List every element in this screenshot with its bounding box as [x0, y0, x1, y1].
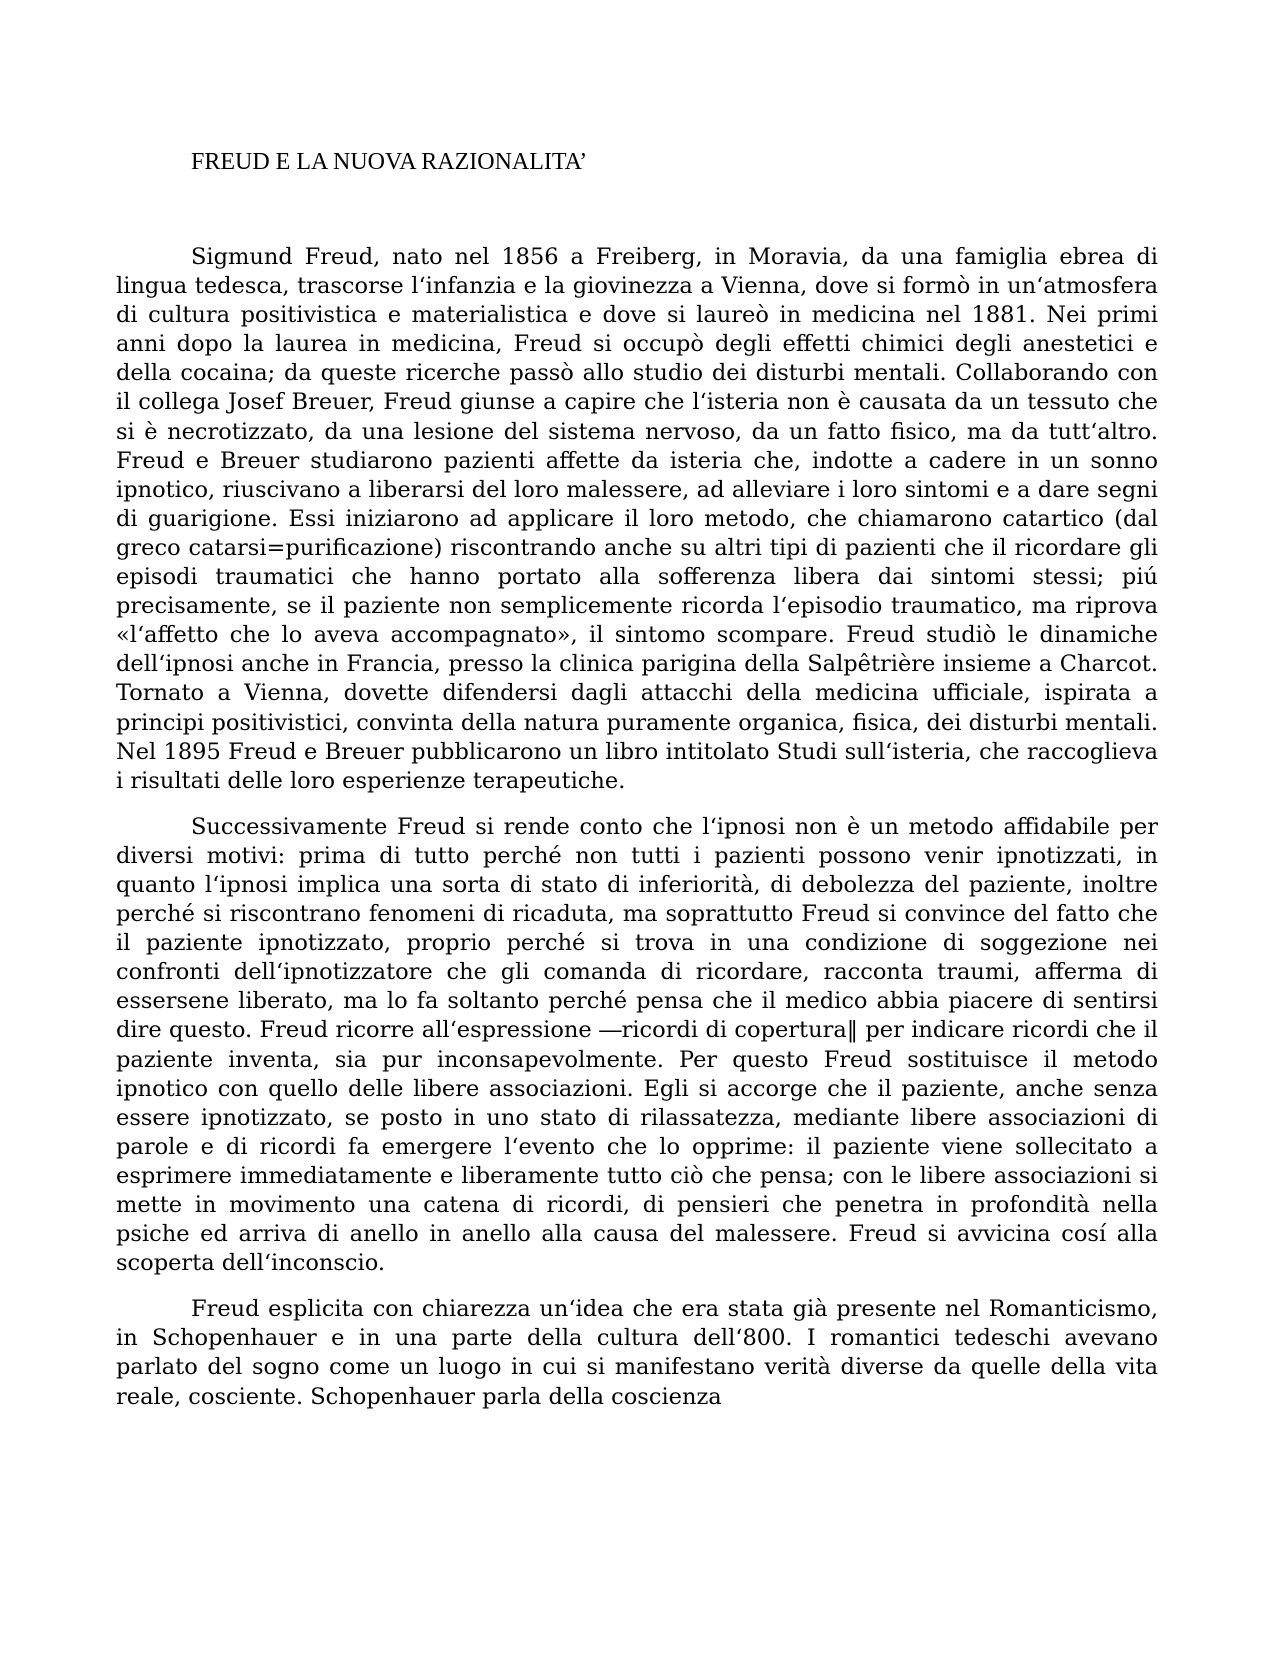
paragraph: Sigmund Freud, nato nel 1856 a Freiberg, in Moravia, da una famiglia ebrea di lingua tedesca, trascorse l‘infanzia e la giovinezza a Vienna, dove si formò in un‘atmosfera di cultura positivistica e materialistica e dove si laureò in medicina nel 1881. Nei primi anni dopo la laurea in medicina, Freud si occupò degli effetti chimici degli anestetici e della cocaina; da queste ricerche passò allo studio dei disturbi mentali. Collaborando con il collega Josef Breuer, Freud giunse a capire che l‘isteria non è causata da un tessuto che si è necrotizzato, da una lesione del sistema nervoso, da un fatto fisico, ma da tutt‘altro. Freud e Breuer studiarono pazienti affette da isteria che, indotte a cadere in un sonno ipnotico, riuscivano a liberarsi del loro malessere, ad alleviare i loro sintomi e a dare segni di guarigione. Essi iniziarono ad applicare il loro metodo, che chiamarono catartico (dal greco catarsi=purificazione) riscontrando anche su altri tipi di pazienti che il ricordare gli episodi traumatici che hanno portato alla sofferenza libera dai sintomi stessi; piú precisamente, se il paziente non semplicemente ricorda l‘episodio traumatico, ma riprova «l‘affetto che lo aveva accompagnato», il sintomo scompare. Freud studiò le dinamiche dell‘ipnosi anche in Francia, presso la clinica parigina della Salpêtrière insieme a Charcot. Tornato a Vienna, dovette difendersi dagli attacchi della medicina ufficiale, ispirata a principi positivistici, convinta della natura puramente organica, fisica, dei disturbi mentali. Nel 1895 Freud e Breuer pubblicarono un libro intitolato Studi sull‘isteria, che raccoglieva i risultati delle loro esperienze terapeutiche. [116, 244, 1158, 794]
document-body [116, 243, 1158, 1412]
paragraph: Successivamente Freud si rende conto che l‘ipnosi non è un metodo affidabile per diversi motivi: prima di tutto perché non tutti i pazienti possono venir ipnotizzati, in quanto l‘ipnosi implica una sorta di stato di inferiorità, di debolezza del paziente, inoltre perché si riscontrano fenomeni di ricaduta, ma soprattutto Freud si convince del fatto che il paziente ipnotizzato, proprio perché si trova in una condizione di soggezione nei confronti dell‘ipnotizzatore che gli comanda di ricordare, racconta traumi, afferma di essersene liberato, ma lo fa soltanto perché pensa che il medico abbia piacere di sentirsi dire questo. Freud ricorre all‘espressione ―ricordi di copertura‖ per indicare ricordi che il paziente inventa, sia pur inconsapevolmente. Per questo Freud sostituisce il metodo ipnotico con quello delle libere associazioni. Egli si accorge che il paziente, anche senza essere ipnotizzato, se posto in uno stato di rilassatezza, mediante libere associazioni di parole e di ricordi fa emergere l‘evento che lo opprime: il paziente viene sollecitato a esprimere immediatamente e liberamente tutto ciò che pensa; con le libere associazioni si mette in movimento una catena di ricordi, di pensieri che penetra in profondità nella psiche ed arriva di anello in anello alla causa del malessere. Freud si avvicina cosí alla scoperta dell‘inconscio. [116, 813, 1158, 1277]
document-title: FREUD E LA NUOVA RAZIONALITA’ [191, 149, 588, 175]
paragraph: Freud esplicita con chiarezza un‘idea che era stata già presente nel Romanticismo, in Schopenhauer e in una parte della cultura dell‘800. I romantici tedeschi avevano parlato del sogno come un luogo in cui si manifestano verità diverse da quelle della vita reale, cosciente. Schopenhauer parla della coscienza [116, 1296, 1158, 1410]
